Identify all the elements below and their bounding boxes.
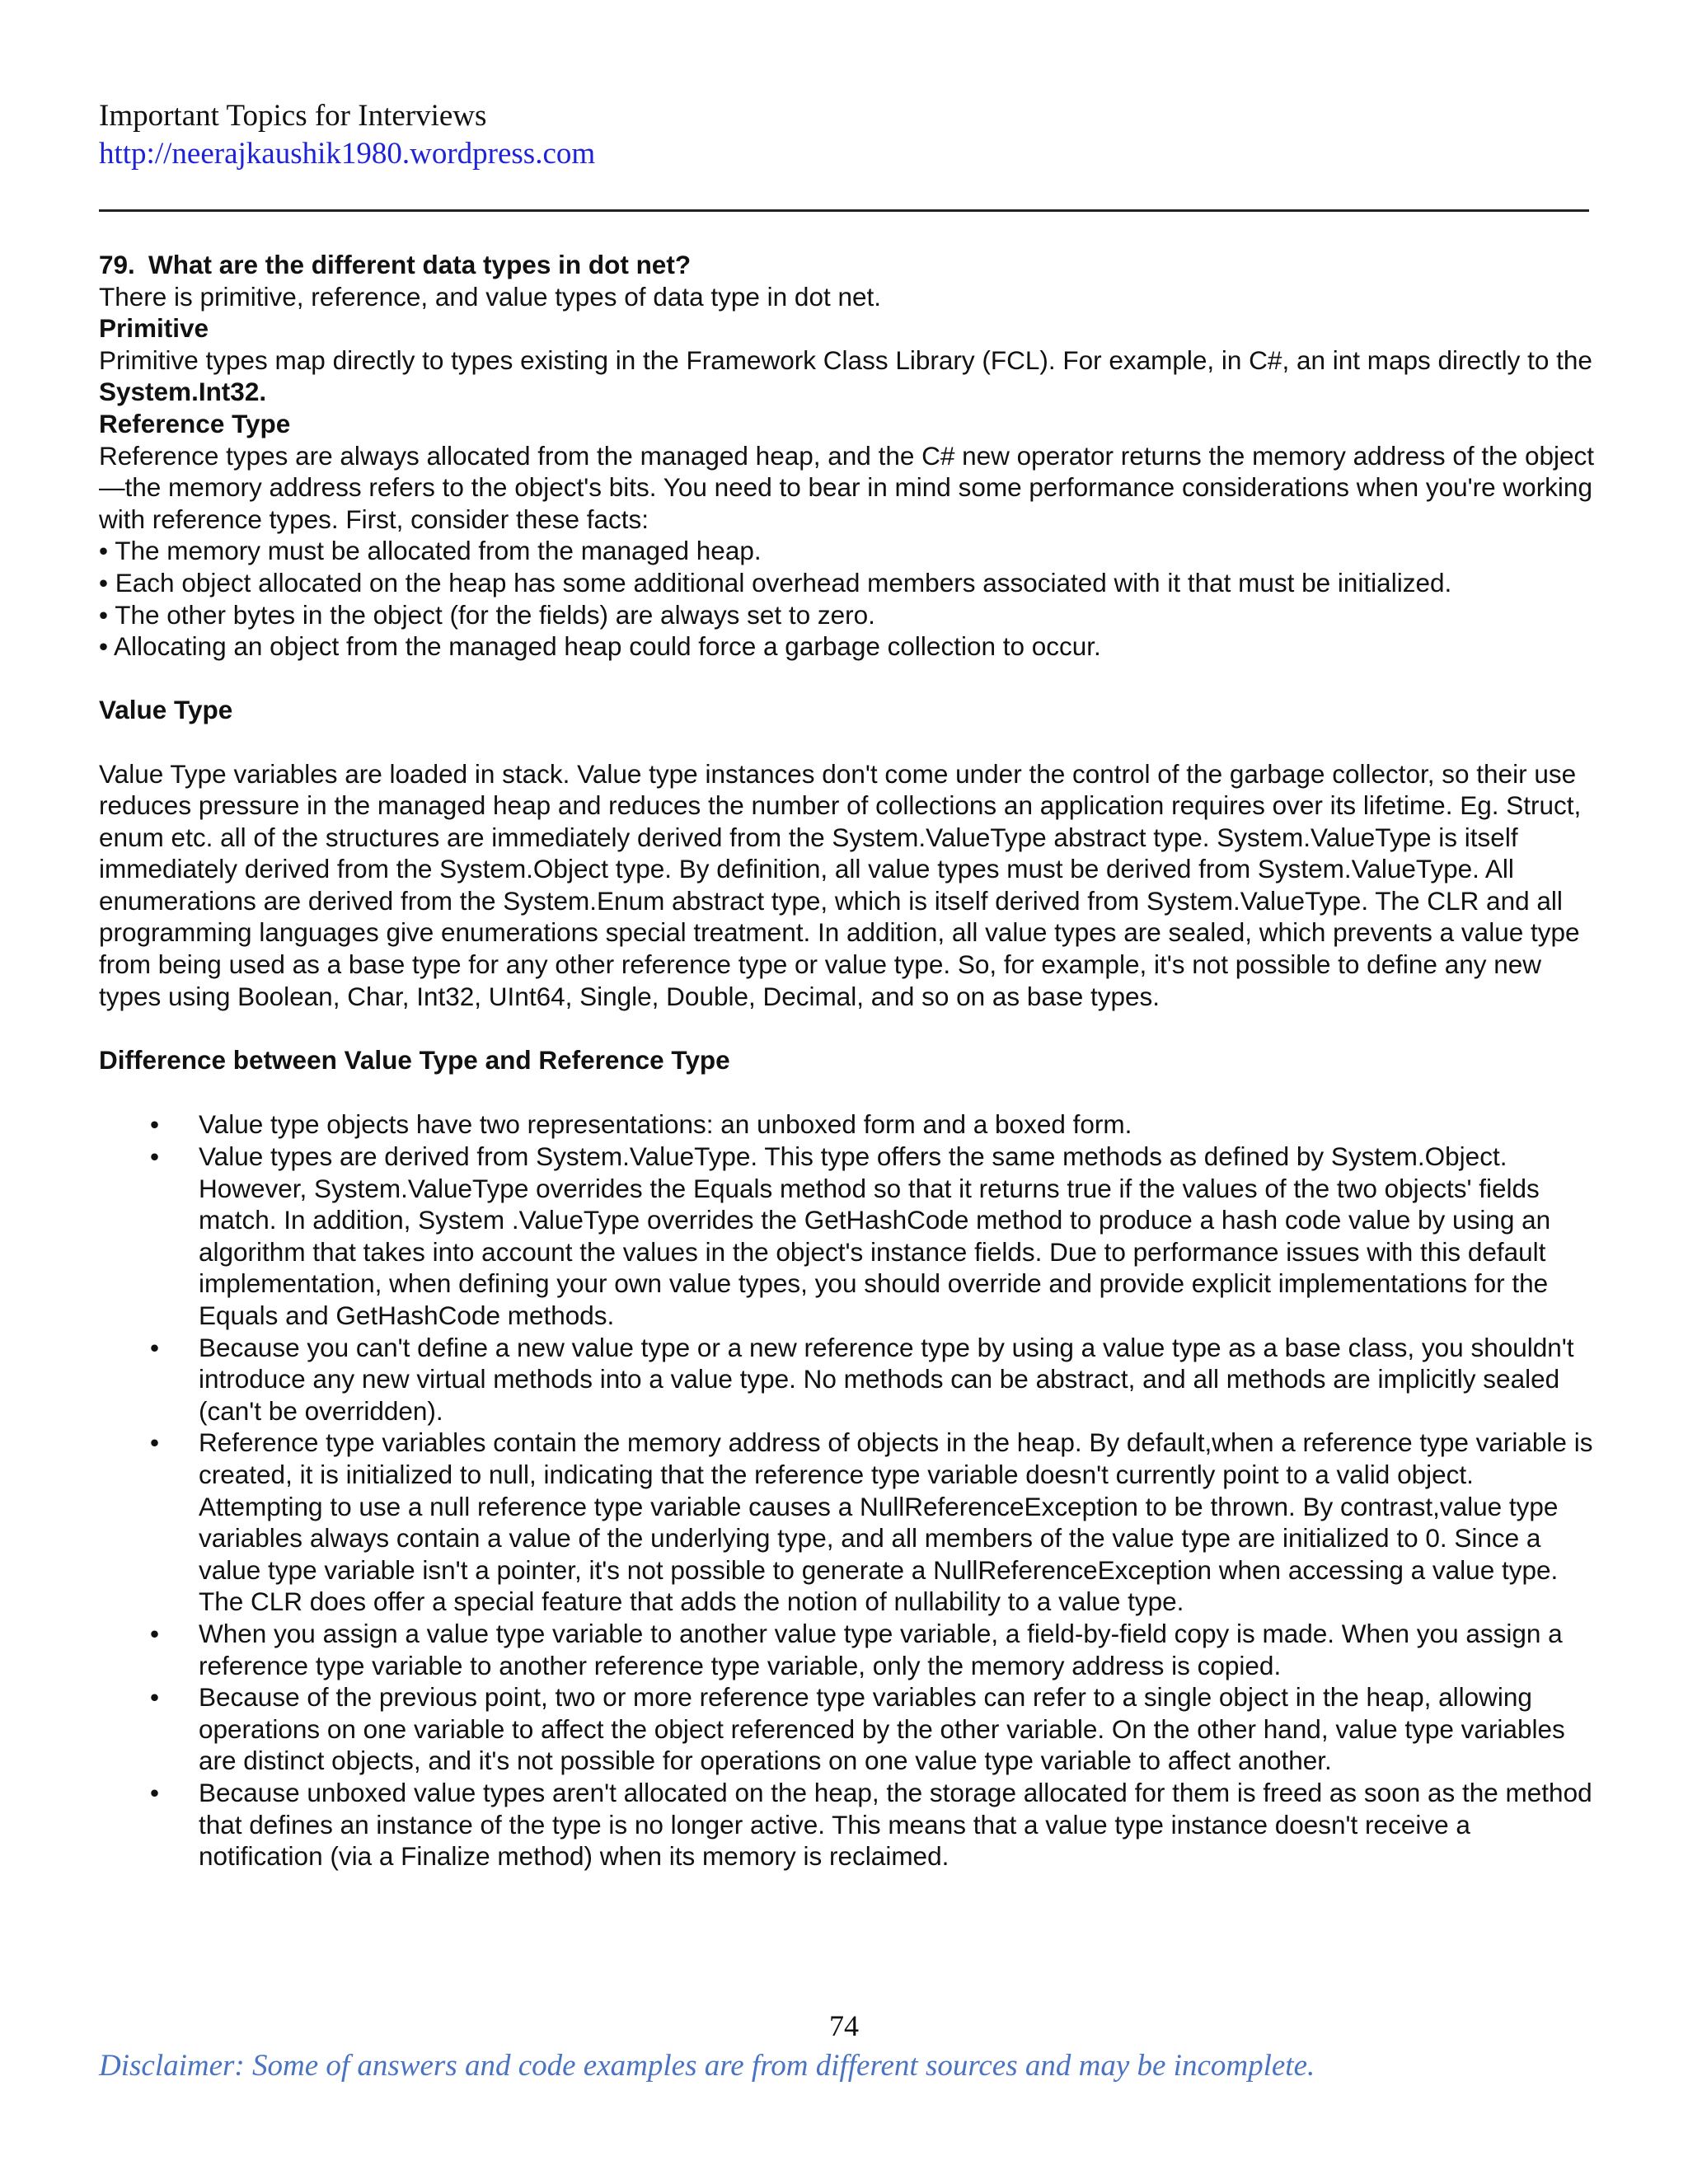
primitive-text: Primitive types map directly to types existing in the Framework Class Library (FCL). For example, in C#, an int maps directly to the	[99, 344, 1592, 375]
bullet-icon: •	[150, 1427, 160, 1458]
header-url-link[interactable]: http://neerajkaushik1980.wordpress.com	[99, 137, 596, 171]
question-number: 79.	[99, 250, 135, 279]
bullet-icon: •	[150, 1141, 160, 1172]
difference-item	[99, 1777, 1595, 1872]
reference-heading: Reference Type	[99, 408, 291, 438]
reference-fact: • The memory must be allocated from the managed heap.	[99, 536, 762, 566]
bullet-icon: •	[150, 1777, 160, 1807]
bullet-icon: •	[150, 1109, 160, 1140]
spacer	[99, 663, 1595, 695]
primitive-paragraph	[99, 344, 1595, 408]
page-number: 74	[829, 2009, 859, 2042]
bullet-icon: •	[150, 1332, 160, 1362]
page-content	[99, 249, 1595, 1872]
difference-item	[99, 1618, 1595, 1681]
bullet-icon: •	[150, 1682, 160, 1713]
spacer	[99, 1012, 1595, 1044]
reference-fact: • Each object allocated on the heap has some additional overhead members associated with it that must be initialized.	[99, 567, 1452, 598]
page-header	[99, 97, 1591, 173]
spacer	[99, 1076, 1595, 1108]
difference-item	[99, 1141, 1595, 1332]
question-text: What are the different data types in dot net?	[148, 250, 692, 279]
primitive-bold-type: System.Int32.	[99, 377, 267, 407]
bullet-icon: •	[150, 1618, 160, 1648]
question-title	[99, 249, 1595, 281]
primitive-heading: Primitive	[99, 313, 209, 344]
difference-item-text: When you assign a value type variable to another value type variable, a field-by-field copy is made. When you assign a reference type variable to another reference type variable, only the memory address is copied.	[199, 1618, 1563, 1680]
spacer	[99, 726, 1595, 758]
difference-item-text: Because unboxed value types aren't allocated on the heap, the storage allocated for them is freed as soon as the method that defines an instance of the type is no longer active. This means that a value type instance doesn't receive a notification (via a Finalize method) when its memory is reclaimed.	[199, 1777, 1592, 1872]
difference-list	[99, 1108, 1595, 1872]
difference-heading: Difference between Value Type and Reference Type	[99, 1044, 730, 1075]
difference-item	[99, 1427, 1595, 1618]
difference-item-text: Value types are derived from System.ValueType. This type offers the same methods as defined by System.Object. However, System.ValueType overrides the Equals method so that it returns true if the values of the two objects' fields match. In addition, System .ValueType overrides the GetHashCode method to produce a hash code value by using an algorithm that takes into account the values in the object's instance fields. Due to performance issues with this default implementation, when defining your own value types, you should override and provide explicit implementations for the Equals and GetHashCode methods.	[199, 1141, 1551, 1330]
difference-item-text: Because you can't define a new value type or a new reference type by using a value type as a base class, you shouldn't introduce any new virtual methods into a value type. No methods can be abstract, and all methods are implicitly sealed (can't be overridden).	[199, 1332, 1574, 1426]
disclaimer-footer: Disclaimer: Some of answers and code examples are from different sources and may be incomplete.	[99, 2049, 1315, 2083]
value-heading: Value Type	[99, 695, 233, 725]
difference-item-text: Because of the previous point, two or more reference type variables can refer to a single object in the heap, allowing operations on one variable to affect the object referenced by the other variable. On the other hand, value type variables are distinct objects, and it's not possible for operations on one value type variable to affect another.	[199, 1682, 1565, 1776]
value-paragraph: Value Type variables are loaded in stack. Value type instances don't come under the control of the garbage collector, so their use reduces pressure in the managed heap and reduces the number of collections an application requires over its lifetime. Eg. Struct, enum etc. all of the structures are immediately derived from the System.ValueType abstract type. System.ValueType is itself immediately derived from the System.Object type. By definition, all value types must be derived from System.ValueType. All enumerations are derived from the System.Enum abstract type, which is itself derived from System.ValueType. The CLR and all programming languages give enumerations special treatment. In addition, all value types are sealed, which prevents a value type from being used as a base type for any other reference type or value type. So, for example, it's not possible to define any new types using Boolean, Char, Int32, UInt64, Single, Double, Decimal, and so on as base types.	[99, 758, 1582, 1011]
reference-fact: • Allocating an object from the managed heap could force a garbage collection to occur.	[99, 631, 1101, 662]
difference-item-text: Value type objects have two representations: an unboxed form and a boxed form.	[199, 1109, 1132, 1140]
difference-item	[99, 1681, 1595, 1777]
difference-item	[99, 1108, 1595, 1141]
reference-paragraph: Reference types are always allocated from the managed heap, and the C# new operator returns the memory address of the object—the memory address refers to the object's bits. You need to bear in mind some performance considerations when you're working with reference types. First, consider these facts:	[99, 440, 1595, 534]
difference-item	[99, 1332, 1595, 1427]
difference-item-text: Reference type variables contain the memory address of objects in the heap. By default,when a reference type variable is created, it is initialized to null, indicating that the reference type variable doesn't currently point to a valid object. Attempting to use a null reference type variable causes a NullReferenceException to be thrown. By contrast,value type variables always contain a value of the underlying type, and all members of the value type are initialized to 0. Since a value type variable isn't a pointer, it's not possible to generate a NullReferenceException when accessing a value type. The CLR does offer a special feature that adds the notion of nullability to a value type.	[199, 1427, 1593, 1617]
intro-paragraph: There is primitive, reference, and value types of data type in dot net.	[99, 281, 882, 312]
header-title: Important Topics for Interviews	[99, 99, 487, 133]
header-divider	[99, 209, 1589, 212]
reference-fact: • The other bytes in the object (for the fields) are always set to zero.	[99, 599, 875, 630]
